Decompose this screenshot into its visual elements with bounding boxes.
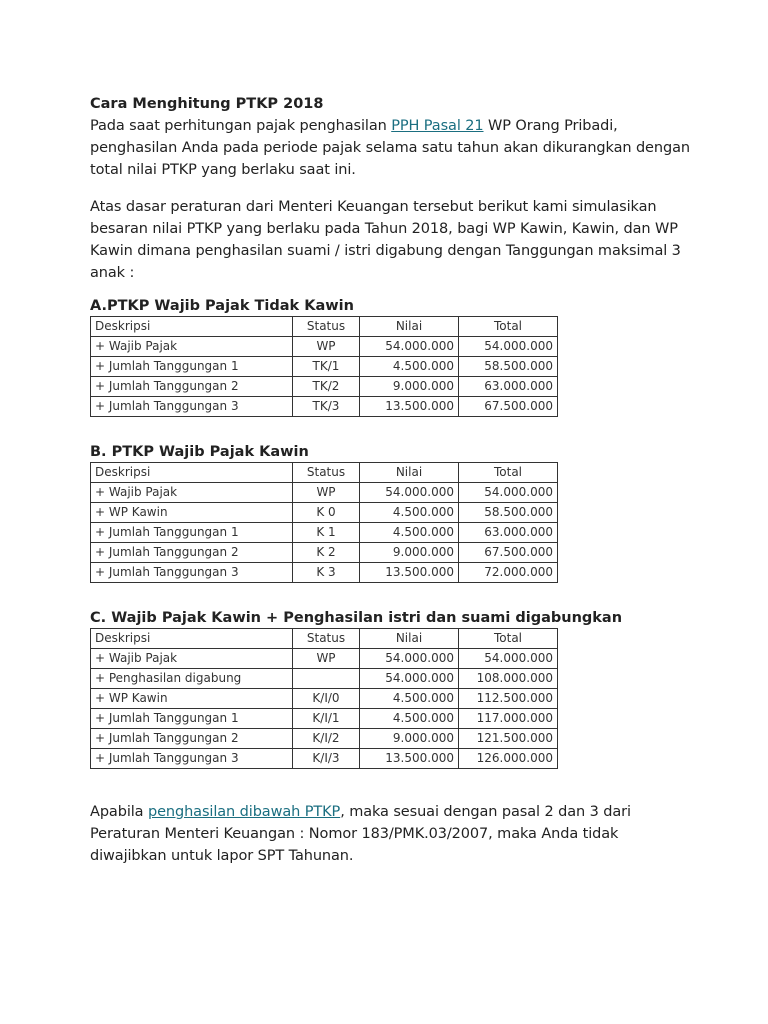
- ptkp-table-tidak-kawin: [90, 316, 558, 417]
- header-status: Status: [293, 317, 360, 337]
- closing-paragraph: [90, 801, 650, 867]
- cell-status: TK/2: [293, 377, 360, 397]
- cell-total: 67.500.000: [459, 397, 558, 417]
- table-row: [91, 543, 558, 563]
- page-title: Cara Menghitung PTKP 2018: [90, 96, 324, 112]
- cell-deskripsi: + Wajib Pajak: [91, 337, 293, 357]
- cell-status: K/I/1: [293, 709, 360, 729]
- intro-block: [90, 93, 690, 284]
- cell-nilai: 54.000.000: [360, 483, 459, 503]
- cell-status: K 2: [293, 543, 360, 563]
- intro-paragraph-2: Atas dasar peraturan dari Menteri Keuangan tersebut berikut kami simulasikan besaran nilai PTKP yang berlaku pada Tahun 2018, bagi WP Kawin, Kawin, dan WP Kawin dimana penghasilan suami / istri digabung dengan Tanggungan maksimal 3 anak :: [90, 199, 681, 281]
- ptkp-table-kawin-digabung: [90, 628, 558, 769]
- section-b: [90, 442, 558, 583]
- cell-nilai: 4.500.000: [360, 503, 459, 523]
- cell-status: K/I/0: [293, 689, 360, 709]
- header-status: Status: [293, 629, 360, 649]
- header-status: Status: [293, 463, 360, 483]
- header-total: Total: [459, 317, 558, 337]
- cell-deskripsi: + Jumlah Tanggungan 3: [91, 749, 293, 769]
- intro-paragraph-1: [90, 115, 690, 181]
- cell-nilai: 9.000.000: [360, 377, 459, 397]
- cell-nilai: 4.500.000: [360, 709, 459, 729]
- ptkp-table-kawin: [90, 462, 558, 583]
- cell-status: K/I/3: [293, 749, 360, 769]
- closing-before: Apabila: [90, 804, 148, 820]
- cell-nilai: 54.000.000: [360, 669, 459, 689]
- pph-pasal-21-link[interactable]: PPH Pasal 21: [391, 118, 484, 134]
- cell-total: 117.000.000: [459, 709, 558, 729]
- cell-total: 63.000.000: [459, 377, 558, 397]
- cell-total: 121.500.000: [459, 729, 558, 749]
- table-row: [91, 357, 558, 377]
- table-row: [91, 563, 558, 583]
- table-row: [91, 377, 558, 397]
- cell-total: 58.500.000: [459, 357, 558, 377]
- cell-total: 126.000.000: [459, 749, 558, 769]
- cell-deskripsi: + Wajib Pajak: [91, 483, 293, 503]
- cell-total: 72.000.000: [459, 563, 558, 583]
- section-c-title: C. Wajib Pajak Kawin + Penghasilan istri dan suami digabungkan: [90, 610, 623, 626]
- intro-p1-before: Pada saat perhitungan pajak penghasilan: [90, 118, 392, 134]
- cell-total: 54.000.000: [459, 337, 558, 357]
- cell-deskripsi: + Jumlah Tanggungan 1: [91, 357, 293, 377]
- cell-deskripsi: + Penghasilan digabung: [91, 669, 293, 689]
- table-header-row: [91, 463, 558, 483]
- section-a-title: A.PTKP Wajib Pajak Tidak Kawin: [90, 298, 354, 314]
- cell-deskripsi: + Jumlah Tanggungan 3: [91, 397, 293, 417]
- cell-deskripsi: + WP Kawin: [91, 503, 293, 523]
- table-row: [91, 397, 558, 417]
- cell-deskripsi: + WP Kawin: [91, 689, 293, 709]
- header-deskripsi: Deskripsi: [91, 317, 293, 337]
- cell-status: K 0: [293, 503, 360, 523]
- table-row: [91, 709, 558, 729]
- cell-status: WP: [293, 649, 360, 669]
- header-nilai: Nilai: [360, 463, 459, 483]
- cell-nilai: 54.000.000: [360, 649, 459, 669]
- table-header-row: [91, 317, 558, 337]
- cell-status: [293, 669, 360, 689]
- cell-nilai: 9.000.000: [360, 729, 459, 749]
- cell-status: TK/1: [293, 357, 360, 377]
- cell-deskripsi: + Jumlah Tanggungan 2: [91, 543, 293, 563]
- table-row: [91, 729, 558, 749]
- cell-status: WP: [293, 483, 360, 503]
- cell-nilai: 13.500.000: [360, 563, 459, 583]
- table-row: [91, 483, 558, 503]
- cell-total: 54.000.000: [459, 483, 558, 503]
- cell-deskripsi: + Jumlah Tanggungan 1: [91, 709, 293, 729]
- table-row: [91, 689, 558, 709]
- cell-nilai: 13.500.000: [360, 749, 459, 769]
- cell-total: 63.000.000: [459, 523, 558, 543]
- header-total: Total: [459, 463, 558, 483]
- cell-deskripsi: + Jumlah Tanggungan 2: [91, 377, 293, 397]
- table-row: [91, 337, 558, 357]
- cell-deskripsi: + Wajib Pajak: [91, 649, 293, 669]
- cell-nilai: 4.500.000: [360, 523, 459, 543]
- cell-status: K 3: [293, 563, 360, 583]
- header-nilai: Nilai: [360, 317, 459, 337]
- table-row: [91, 649, 558, 669]
- closing-after: , maka sesuai dengan pasal 2 dan 3 dari Peraturan Menteri Keuangan : Nomor 183/PMK.03/2007, maka Anda tidak diwajibkan untuk lapor SPT Tahunan.: [90, 804, 631, 864]
- section-b-title: B. PTKP Wajib Pajak Kawin: [90, 444, 309, 460]
- table-row: [91, 523, 558, 543]
- table-row: [91, 503, 558, 523]
- cell-total: 67.500.000: [459, 543, 558, 563]
- cell-deskripsi: + Jumlah Tanggungan 2: [91, 729, 293, 749]
- cell-deskripsi: + Jumlah Tanggungan 3: [91, 563, 293, 583]
- header-total: Total: [459, 629, 558, 649]
- cell-nilai: 4.500.000: [360, 357, 459, 377]
- cell-status: K/I/2: [293, 729, 360, 749]
- cell-total: 58.500.000: [459, 503, 558, 523]
- cell-total: 54.000.000: [459, 649, 558, 669]
- table-row: [91, 669, 558, 689]
- cell-deskripsi: + Jumlah Tanggungan 1: [91, 523, 293, 543]
- cell-status: WP: [293, 337, 360, 357]
- header-deskripsi: Deskripsi: [91, 463, 293, 483]
- cell-nilai: 54.000.000: [360, 337, 459, 357]
- section-a: [90, 296, 558, 417]
- table-header-row: [91, 629, 558, 649]
- cell-status: TK/3: [293, 397, 360, 417]
- section-c: [90, 608, 622, 769]
- penghasilan-dibawah-ptkp-link[interactable]: penghasilan dibawah PTKP: [147, 804, 341, 820]
- table-row: [91, 749, 558, 769]
- cell-nilai: 9.000.000: [360, 543, 459, 563]
- cell-nilai: 4.500.000: [360, 689, 459, 709]
- cell-nilai: 13.500.000: [360, 397, 459, 417]
- header-deskripsi: Deskripsi: [91, 629, 293, 649]
- cell-status: K 1: [293, 523, 360, 543]
- header-nilai: Nilai: [360, 629, 459, 649]
- intro-p1-after: WP Orang Pribadi, penghasilan Anda pada periode pajak selama satu tahun akan dikurangkan dengan total nilai PTKP yang berlaku saat ini.: [90, 118, 690, 178]
- closing-text: [90, 801, 650, 867]
- cell-total: 112.500.000: [459, 689, 558, 709]
- cell-total: 108.000.000: [459, 669, 558, 689]
